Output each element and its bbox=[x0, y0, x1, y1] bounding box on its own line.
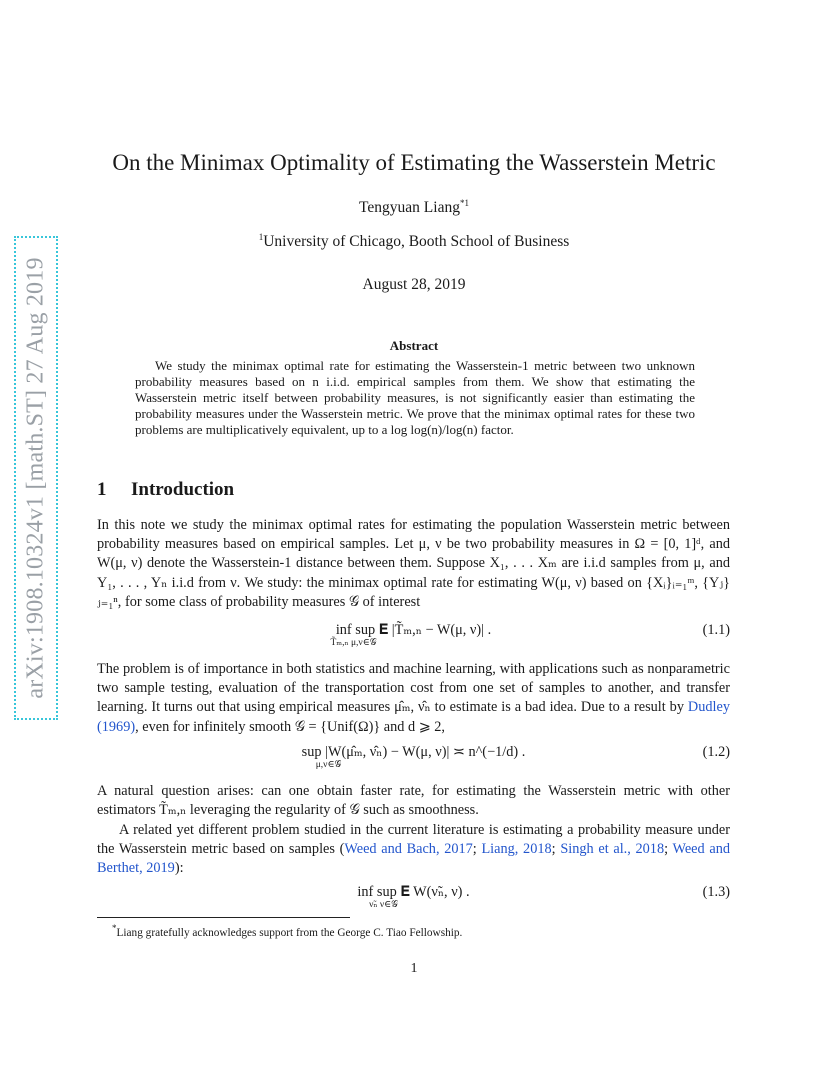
citation-weed-berthet[interactable]: Weed and Berthet, 2019 bbox=[97, 841, 730, 877]
footnote bbox=[112, 923, 462, 939]
equation-1-2-body: sup |W(μ̂ₘ, ν̂ₙ) − W(μ, ν)| ≍ n^(−1/d) . bbox=[301, 744, 526, 760]
equation-1-2 bbox=[97, 744, 730, 770]
citation-weed-bach[interactable]: Weed and Bach, 2017 bbox=[344, 841, 473, 858]
equation-1-3 bbox=[97, 884, 730, 910]
abstract-heading: Abstract bbox=[389, 338, 439, 353]
abstract-body: We study the minimax optimal rate for estimating the Wasserstein-1 metric between two unknown probability measures based on n i.i.d. empirical samples from them. We show that estimating the Wasserstein metric itself between probability measures, is not significantly easier than estimating the probability measures under the Wasserstein metric. We prove that the minimax optimal rates for these two problems are multiplicatively equivalent, up to a log log(n)/log(n) factor. bbox=[135, 358, 695, 437]
equation-1-1-number: (1.1) bbox=[702, 622, 730, 638]
page-number: 1 bbox=[410, 961, 418, 976]
paper-title: On the Minimax Optimality of Estimating the Wasserstein Metric bbox=[112, 150, 716, 175]
equation-1-1-subscript: T̃ₘ,ₙ μ,ν∈𝒢 bbox=[330, 638, 377, 648]
equation-1-1-body: inf sup 𝐄 |T̃ₘ,ₙ − W(μ, ν)| . bbox=[335, 622, 492, 638]
paragraph-problem-text-a: The problem is of importance in both statistics and machine learning, with applications such as nonparametric two sample testing, evaluation of the transportation cost from one set of samples to another, and transfer learning. It turns out that using empirical measures μ̂ₘ, ν̂ₙ to estimate is a bad idea. Due to a result by bbox=[97, 661, 730, 716]
paragraph-related-text-a: A related yet different problem studied in the current literature is estimating a probability measure under the Wasserstein metric based on samples ( bbox=[97, 822, 730, 858]
footnote-mark: * bbox=[112, 923, 117, 933]
affiliation-line bbox=[0, 232, 828, 251]
paragraph-problem bbox=[97, 660, 730, 737]
footnote-rule bbox=[97, 917, 350, 918]
arxiv-stamp: arXiv:1908.10324v1 [math.ST] 27 Aug 2019 bbox=[22, 257, 49, 699]
author-line bbox=[0, 198, 828, 217]
paper-date: August 28, 2019 bbox=[362, 276, 466, 293]
paragraph-problem-text-b: , even for infinitely smooth 𝒢 = {Unif(Ω)} and d ⩾ 2, bbox=[135, 718, 446, 735]
author-mark: *1 bbox=[459, 198, 469, 208]
citation-liang[interactable]: Liang, 2018 bbox=[481, 841, 552, 858]
equation-1-1 bbox=[97, 622, 730, 648]
section-heading bbox=[97, 479, 234, 501]
author-name: Tengyuan Liang bbox=[359, 199, 460, 217]
equation-1-3-body: inf sup 𝐄 W(ν̃ₙ, ν) . bbox=[357, 884, 470, 900]
affiliation-mark: 1 bbox=[258, 232, 264, 242]
footnote-text: Liang gratefully acknowledges support from the George C. Tiao Fellowship. bbox=[116, 926, 463, 939]
equation-1-2-subscript: μ,ν∈𝒢 bbox=[315, 760, 342, 770]
citation-dudley[interactable]: Dudley (1969) bbox=[97, 699, 730, 735]
paragraph-related: A related yet different problem studied in the current literature is estimating a probability measure under the Wasserstein metric based on samples (Weed and Bach, 2017; Liang, 2018; Singh et al., 2018; Weed and Berthet, 2019): bbox=[97, 822, 730, 877]
equation-1-3-subscript: ν̃ₙ ν∈𝒢 bbox=[369, 900, 398, 910]
paragraph-intro: In this note we study the minimax optimal rates for estimating the population Wasserstein metric between probability measures based on empirical samples. Let μ, ν be two probability measures in Ω = [0, 1]ᵈ, and W(μ, ν) denote the Wasserstein-1 distance between them. Suppose X₁, . . . Xₘ are i.i.d samples from μ, and Y₁, . . . , Yₙ i.i.d from ν. We study: the minimax optimal rate for estimating W(μ, ν) based on {Xᵢ}ᵢ₌₁ᵐ, {Yⱼ}ⱼ₌₁ⁿ, for some class of probability measures 𝒢 of interest bbox=[97, 517, 730, 610]
equation-1-2-number: (1.2) bbox=[702, 744, 730, 760]
section-title: Introduction bbox=[131, 479, 235, 500]
affiliation: University of Chicago, Booth School of Business bbox=[263, 233, 570, 251]
paragraph-question: A natural question arises: can one obtain faster rate, for estimating the Wasserstein metric with other estimators T̃ₘ,ₙ leveraging the regularity of 𝒢 such as smoothness. bbox=[97, 783, 730, 819]
citation-singh[interactable]: Singh et al., 2018 bbox=[560, 841, 665, 858]
paragraph-related-text-b: ): bbox=[174, 860, 184, 877]
equation-1-3-number: (1.3) bbox=[702, 884, 730, 900]
section-number: 1 bbox=[97, 479, 107, 500]
